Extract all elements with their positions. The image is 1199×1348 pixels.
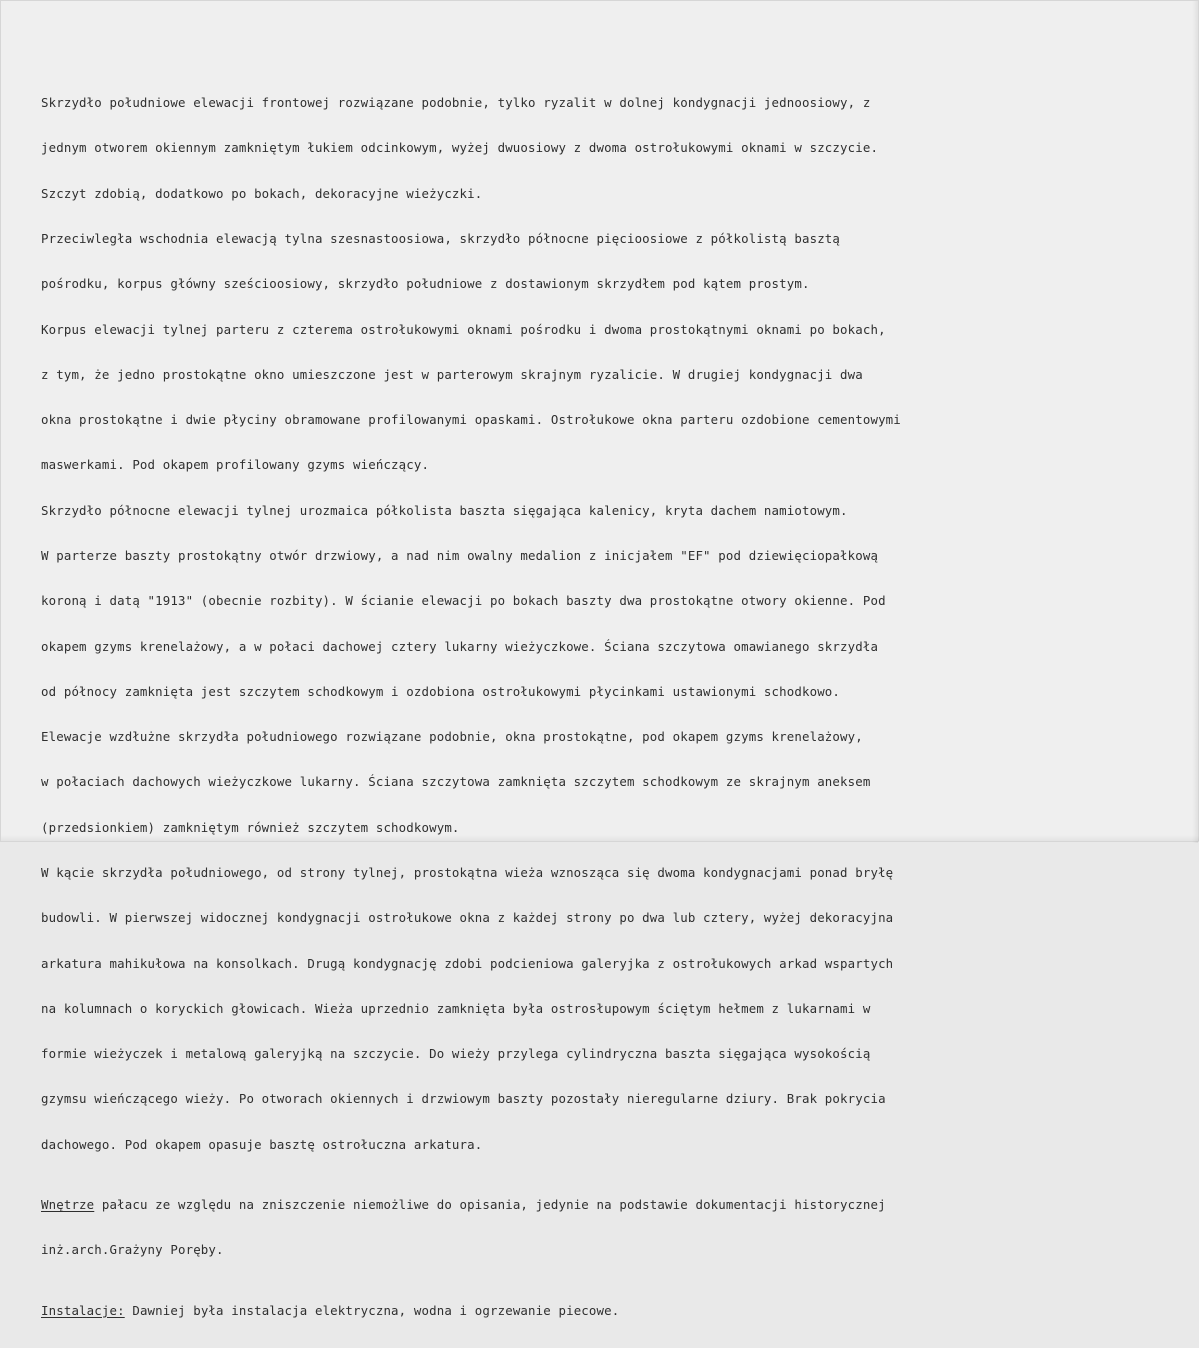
text-line: Szczyt zdobią, dodatkowo po bokach, dekoracyjne wieżyczki. bbox=[41, 185, 483, 201]
text-line: z tym, że jedno prostokątne okno umieszczone jest w parterowym skrajnym ryzalicie. W drugiej kondygnacji dwa bbox=[41, 366, 863, 382]
text-line: (przedsionkiem) zamkniętym również szczytem schodkowym. bbox=[41, 819, 460, 835]
interior-line-1 bbox=[41, 1197, 1171, 1212]
text-line: arkatura mahikułowa na konsolkach. Drugą kondygnację zdobi podcieniowa galeryjka z ostrołukowych arkad wspartych bbox=[41, 955, 894, 971]
text-line: pośrodku, korpus główny sześcioosiowy, skrzydło południowe z dostawionym skrzydłem pod kątem prostym. bbox=[41, 276, 810, 292]
text-line: budowli. W pierwszej widocznej kondygnacji ostrołukowe okna z każdej strony po dwa lub cztery, wyżej dekoracyjna bbox=[41, 910, 894, 926]
text-line: w połaciach dachowych wieżyczkowe lukarny. Ściana szczytowa zamknięta szczytem schodkowym ze skrajnym aneksem bbox=[41, 774, 871, 790]
interior-text: pałacu ze względu na zniszczenie niemożliwe do opisania, jedynie na podstawie dokumentacji historycznej bbox=[94, 1197, 886, 1213]
text-line: jednym otworem okiennym zamkniętym łukiem odcinkowym, wyżej dwuosiowy z dwoma ostrołukowymi oknami w szczycie. bbox=[41, 140, 879, 156]
text-line: dachowego. Pod okapem opasuje basztę ostrołuczna arkatura. bbox=[41, 1136, 483, 1152]
text-line: od północy zamknięta jest szczytem schodkowym i ozdobiona ostrołukowymi płycinkami ustawionymi schodkowo. bbox=[41, 683, 841, 699]
text-line: Elewacje wzdłużne skrzydła południowego rozwiązane podobnie, okna prostokątne, pod okapem gzyms krenelażowy, bbox=[41, 729, 863, 745]
text-line: W parterze baszty prostokątny otwór drzwiowy, a nad nim owalny medalion z inicjałem "EF" pod dziewięciopałkową bbox=[41, 548, 879, 563]
paper-edge-shadow bbox=[1192, 1, 1198, 843]
text-line: maswerkami. Pod okapem profilowany gzyms wieńczący. bbox=[41, 457, 430, 473]
installations-line bbox=[41, 1303, 1171, 1318]
text-line: Skrzydło północne elewacji tylnej urozmaica półkolista baszta sięgająca kalenicy, kryta dachem namiotowym. bbox=[41, 502, 848, 518]
text-line: koroną i datą "1913" (obecnie rozbity). W ścianie elewacji po bokach baszty dwa prostokątne otwory okienne. Pod bbox=[41, 593, 886, 609]
text-line: W kącie skrzydła południowego, od strony tylnej, prostokątna wieża wznosząca się dwoma kondygnacjami ponad bryłę bbox=[41, 864, 894, 880]
text-line: na kolumnach o koryckich głowicach. Wieża uprzednio zamknięta była ostrosłupowym ściętym hełmem z lukarnami w bbox=[41, 1000, 871, 1016]
typewritten-text-block bbox=[41, 65, 1171, 1348]
installations-text: Dawniej była instalacja elektryczna, wodna i ogrzewanie piecowe. bbox=[124, 1302, 620, 1318]
text-line: gzymsu wieńczącego wieży. Po otworach okiennych i drzwiowym baszty pozostały nieregularne dziury. Brak pokrycia bbox=[41, 1091, 886, 1107]
text-line: okna prostokątne i dwie płyciny obramowane profilowanymi opaskami. Ostrołukowe okna parteru ozdobione cementowymi bbox=[41, 412, 901, 428]
text-line: Korpus elewacji tylnej parteru z czterema ostrołukowymi oknami pośrodku i dwoma prostokątnymi oknami po bokach, bbox=[41, 321, 886, 337]
text-line: Przeciwległa wschodnia elewacją tylna szesnastoosiowa, skrzydło północne pięcioosiowe z półkolistą basztą bbox=[41, 231, 841, 247]
interior-line-2: inż.arch.Grażyny Poręby. bbox=[41, 1242, 224, 1258]
text-line: okapem gzyms krenelażowy, a w połaci dachowej cztery lukarny wieżyczkowe. Ściana szczytowa omawianego skrzydła bbox=[41, 638, 879, 654]
text-line: Skrzydło południowe elewacji frontowej rozwiązane podobnie, tylko ryzalit w dolnej kondygnacji jednoosiowy, z bbox=[41, 95, 871, 111]
interior-heading: Wnętrze bbox=[41, 1197, 95, 1213]
installations-heading: Instalacje: bbox=[41, 1302, 125, 1318]
text-line: formie wieżyczek i metalową galeryjką na szczycie. Do wieży przylega cylindryczna baszta sięgająca wysokością bbox=[41, 1046, 871, 1062]
